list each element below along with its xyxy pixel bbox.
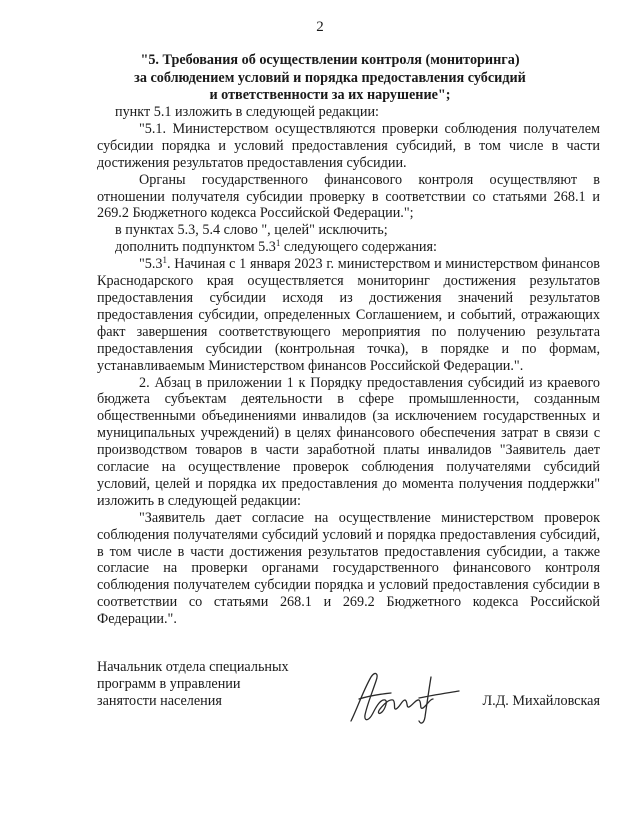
text-run: "5.3 [139,256,163,273]
financial-control-paragraph: Органы государственного финансового контроля осуществляют в отношении получателя субсидии проверку в соответствии со статьями 268.1 и 269.2 Бюджетного кодекса Российской Федерации."; [97,171,600,222]
amendment-instruction: пункт 5.1 изложить в следующей редакции: [115,104,379,120]
amendment-instruction [97,239,600,256]
heading-line: и ответственности за их нарушение"; [209,87,451,103]
clause-5-1-paragraph: "5.1. Министерством осуществляются проверки соблюдения получателем субсидии порядка и условий предоставления субсидий, в том числе в части достижения результатов предоставления субсидии. [97,120,600,171]
heading-line: за соблюдением условий и порядка предоставления субсидий [134,69,526,86]
handwritten-signature [345,669,463,727]
superscript: 1 [162,255,168,266]
document-body [97,104,600,628]
signatory-title [97,659,317,710]
text-run: . Начиная с 1 января 2023 г. министерством и министерством финансов Краснодарского края осуществляется мониторинг достижения результатов предоставления субсидии исходя из достижения значений результатов предоставления субсидии, определенных Соглашением, и событий, отражающих факт завершения соответствующего мероприятия по получению результата предоставления субсидии (контрольная точка), в порядке и по формам, устанавливаемым Министерством финансов Российской Федерации.". [97,256,600,374]
clause-5-3-1-paragraph [97,256,600,374]
text-run: дополнить подпунктом 5.3 [115,239,276,256]
page-number: 2 [316,19,324,35]
superscript: 1 [275,238,281,249]
signatory-name: Л.Д. Михайловская [482,693,600,709]
text-run: следующего содержания: [280,239,437,256]
heading-line: "5. Требования об осуществлении контроля (мониторинга) [140,52,520,68]
consent-paragraph: "Заявитель дает согласие на осуществление министерством проверок соблюдения получателями субсидий условий и порядка предоставления субсидий, в том числе в части достижения результатов предоставления субсидии, а также согласие на проверки органами государственного финансового контроля соблюдения получателем субсидии порядка и условий предоставления субсидии в соответствии со статьями 268.1 и 269.2 Бюджетного кодекса Российской Федерации.". [97,509,600,628]
amendment-instruction: в пунктах 5.3, 5.4 слово ", целей" исключить; [115,222,388,239]
signatory-title-line: занятости населения [97,693,222,709]
appendix-amendment-paragraph: 2. Абзац в приложении 1 к Порядку предоставления субсидий из краевого бюджета субъектам деятельности в сфере промышленности, созданным общественными объединениями инвалидов (за исключением государственных и муниципальных учреждений) в целях финансового обеспечения затрат в связи с производством товаров в части заработной платы инвалидов "Заявитель дает согласие на осуществление проверок соблюдения получателями субсидий условий, целей и порядка их предоставления до момента получения поддержки" изложить в следующей редакции: [97,374,600,509]
section-heading [100,52,560,105]
signatory-title-line: Начальник отдела специальных [97,659,289,675]
signatory-title-line: программ в управлении [97,676,241,692]
signature-block [97,659,600,729]
